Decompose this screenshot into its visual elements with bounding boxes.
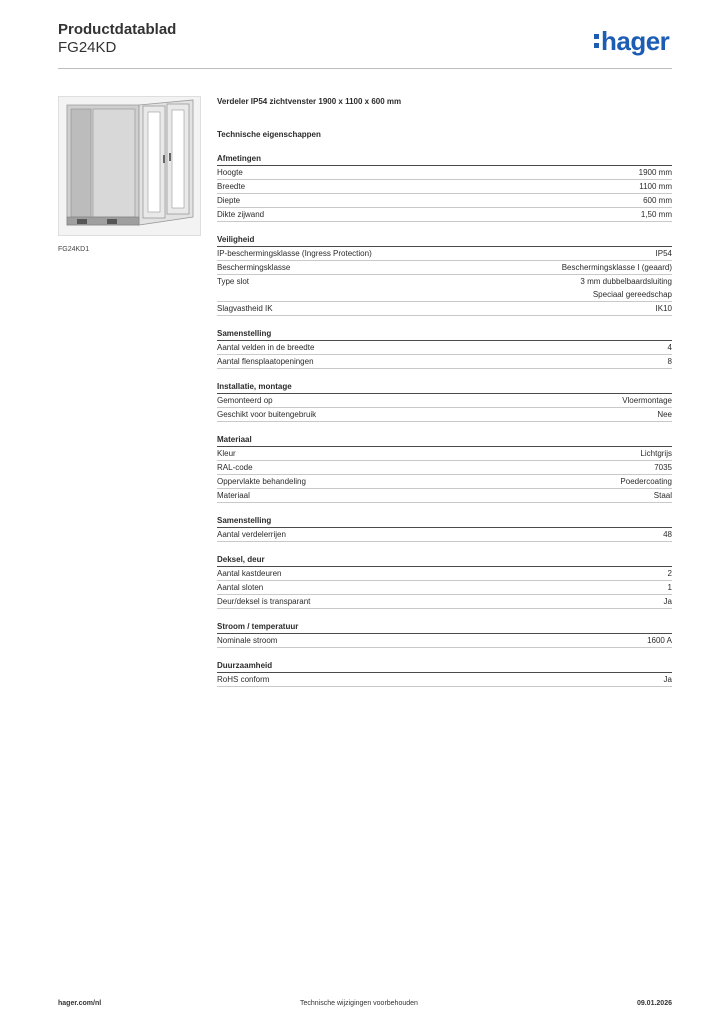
spec-value <box>657 408 672 421</box>
spec-value <box>640 447 672 460</box>
spec-section <box>217 659 672 687</box>
logo-dots-icon <box>594 34 599 52</box>
product-image <box>58 96 201 236</box>
spec-value <box>663 528 672 541</box>
spec-value-line: IP54 <box>655 249 672 258</box>
spec-value <box>562 261 672 274</box>
spec-section <box>217 152 672 222</box>
cabinet-illustration-icon <box>59 97 200 235</box>
spec-label: Aantal kastdeuren <box>217 569 282 578</box>
spec-row <box>217 208 672 222</box>
spec-label: Nominale stroom <box>217 636 278 645</box>
technical-properties-title: Technische eigenschappen <box>217 130 321 139</box>
spec-row <box>217 261 672 275</box>
spec-value <box>668 581 672 594</box>
spec-value-line: Poedercoating <box>620 477 672 486</box>
spec-value-line: Nee <box>657 410 672 419</box>
spec-row <box>217 634 672 648</box>
spec-label: Aantal sloten <box>217 583 264 592</box>
spec-value-line: Ja <box>663 597 672 606</box>
image-caption: FG24KD1 <box>58 246 90 253</box>
spec-value <box>639 166 672 179</box>
spec-value-line: Beschermingsklasse I (geaard) <box>561 263 672 272</box>
spec-label: Aantal velden in de breedte <box>217 343 315 352</box>
spec-section <box>217 233 672 316</box>
spec-row <box>217 275 672 302</box>
spec-section <box>217 380 672 422</box>
section-title: Afmetingen <box>217 152 672 166</box>
spec-label: Materiaal <box>217 491 250 500</box>
spec-value <box>647 634 672 647</box>
spec-label: Breedte <box>217 182 246 191</box>
spec-value-line: Lichtgrijs <box>640 449 672 458</box>
spec-row <box>217 394 672 408</box>
section-title: Stroom / temperatuur <box>217 620 672 634</box>
spec-row <box>217 673 672 687</box>
spec-content <box>217 96 672 698</box>
spec-value-line: 4 <box>667 343 672 352</box>
footer-disclaimer: Technische wijzigingen voorbehouden <box>300 1000 418 1007</box>
spec-label: Geschikt voor buitengebruik <box>217 410 317 419</box>
spec-label: Beschermingsklasse <box>217 263 291 272</box>
spec-label: Oppervlakte behandeling <box>217 477 306 486</box>
spec-value-line: 48 <box>663 530 672 539</box>
spec-value-line: 1 <box>667 583 672 592</box>
spec-value <box>664 595 672 608</box>
spec-row <box>217 581 672 595</box>
product-code: FG24KD <box>58 39 117 56</box>
section-title: Materiaal <box>217 433 672 447</box>
spec-value <box>639 180 672 193</box>
section-title: Installatie, montage <box>217 380 672 394</box>
spec-label: Type slot <box>217 277 250 286</box>
spec-section <box>217 433 672 503</box>
spec-row <box>217 194 672 208</box>
product-description: Verdeler IP54 zichtvenster 1900 x 1100 x 600 mm <box>217 97 402 106</box>
spec-value-line: 3 mm dubbelbaardsluiting <box>580 277 672 286</box>
spec-value <box>580 275 672 301</box>
spec-row <box>217 528 672 542</box>
spec-value <box>654 461 672 474</box>
spec-label: Diepte <box>217 196 241 205</box>
spec-row <box>217 166 672 180</box>
spec-label: Gemonteerd op <box>217 396 273 405</box>
spec-value-line: 1900 mm <box>638 168 672 177</box>
spec-section <box>217 620 672 648</box>
spec-row <box>217 247 672 261</box>
logo-text: hager <box>601 26 670 56</box>
spec-row <box>217 447 672 461</box>
spec-label: Slagvastheid IK <box>217 304 273 313</box>
spec-value-line: Speciaal gereedschap <box>592 290 672 299</box>
spec-label: Aantal flensplaatopeningen <box>217 357 314 366</box>
spec-value <box>654 489 672 502</box>
spec-row <box>217 595 672 609</box>
spec-value-line: 1100 mm <box>639 182 672 191</box>
hager-logo <box>594 28 669 54</box>
spec-value <box>641 208 672 221</box>
section-title: Duurzaamheid <box>217 659 672 673</box>
spec-row <box>217 341 672 355</box>
section-title: Deksel, deur <box>217 553 672 567</box>
spec-section <box>217 553 672 609</box>
spec-value <box>656 302 672 315</box>
spec-row <box>217 461 672 475</box>
spec-value <box>668 341 672 354</box>
section-title: Veiligheid <box>217 233 672 247</box>
spec-row <box>217 180 672 194</box>
spec-label: RAL-code <box>217 463 253 472</box>
spec-value <box>668 567 672 580</box>
spec-label: Dikte zijwand <box>217 210 265 219</box>
spec-row <box>217 408 672 422</box>
spec-value-line: 2 <box>667 569 672 578</box>
spec-section <box>217 514 672 542</box>
page-title: Productdatablad <box>58 21 177 38</box>
header-divider <box>58 68 672 69</box>
footer-website: hager.com/nl <box>58 1000 102 1007</box>
spec-sections <box>217 152 672 687</box>
spec-section <box>217 327 672 369</box>
spec-value-line: 600 mm <box>643 196 672 205</box>
spec-row <box>217 302 672 316</box>
spec-value <box>643 194 672 207</box>
spec-value <box>668 355 672 368</box>
spec-value <box>656 247 672 260</box>
spec-row <box>217 489 672 503</box>
spec-row <box>217 567 672 581</box>
spec-label: IP-beschermingsklasse (Ingress Protection) <box>217 249 372 258</box>
spec-value <box>664 673 672 686</box>
spec-label: Aantal verdelerrijen <box>217 530 286 539</box>
spec-value-line: 7035 <box>654 463 672 472</box>
spec-label: Hoogte <box>217 168 243 177</box>
spec-value-line: Vloermontage <box>622 396 672 405</box>
spec-value-line: 1600 A <box>647 636 672 645</box>
footer-date: 09.01.2026 <box>636 1000 672 1007</box>
spec-value <box>622 394 672 407</box>
spec-row <box>217 475 672 489</box>
spec-value-line: 1,50 mm <box>640 210 672 219</box>
section-title: Samenstelling <box>217 327 672 341</box>
spec-row <box>217 355 672 369</box>
spec-label: Deur/deksel is transparant <box>217 597 311 606</box>
spec-value-line: IK10 <box>655 304 672 313</box>
spec-value-line: Staal <box>653 491 672 500</box>
spec-value <box>620 475 672 488</box>
spec-value-line: 8 <box>667 357 672 366</box>
spec-value-line: Ja <box>663 675 672 684</box>
spec-label: Kleur <box>217 449 236 458</box>
section-title: Samenstelling <box>217 514 672 528</box>
spec-label: RoHS conform <box>217 675 270 684</box>
